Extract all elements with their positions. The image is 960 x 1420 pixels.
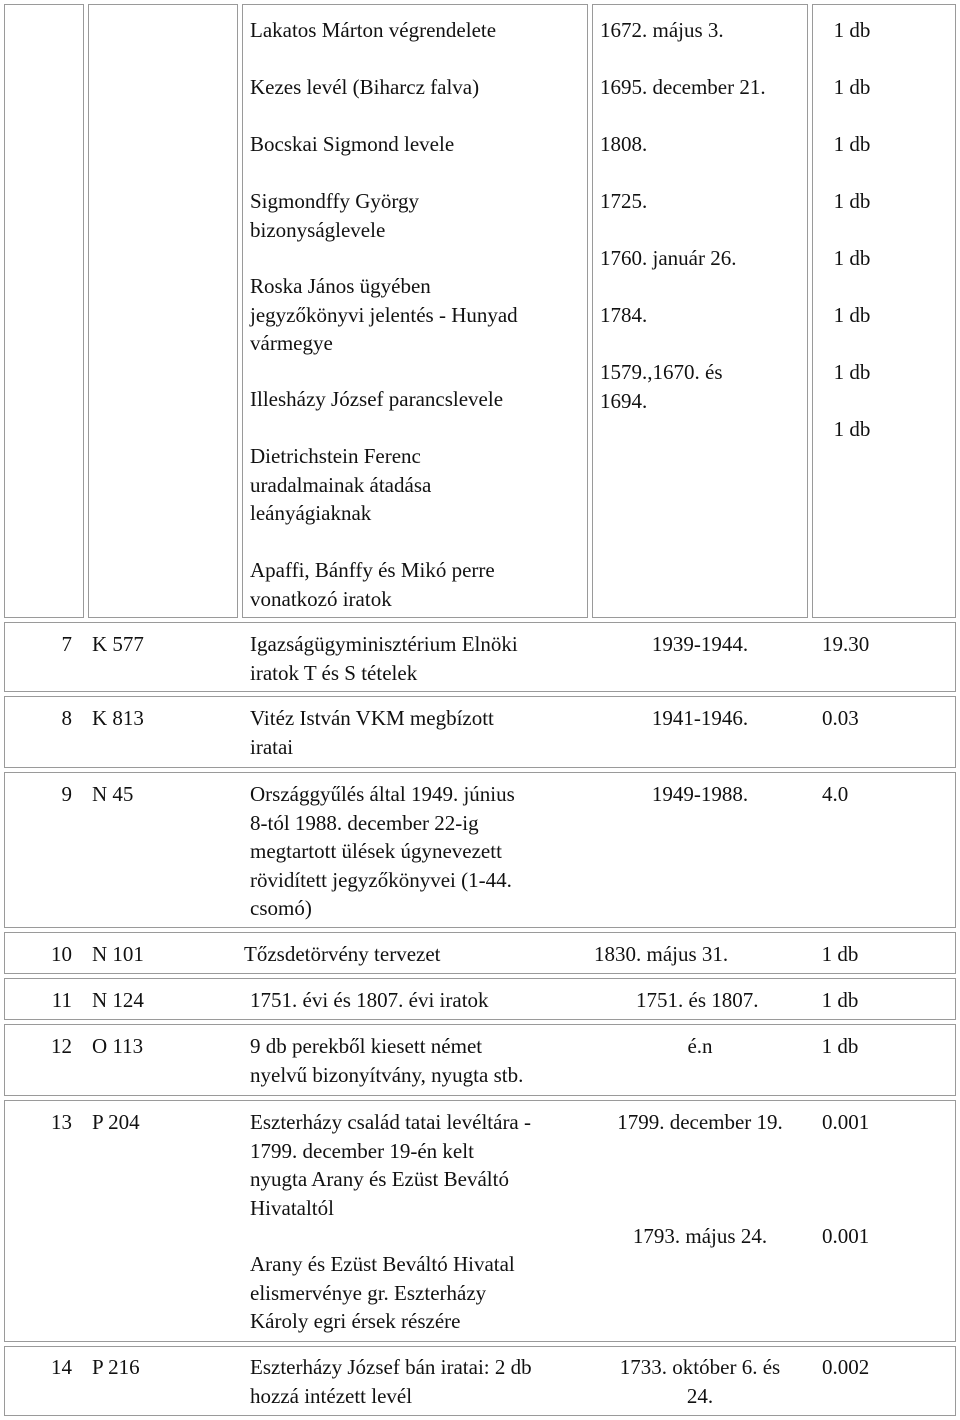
record-date: 1579.,1670. és 1694. [600,360,723,413]
record-title: Sigmondffy György bizonyságlevele [250,189,419,242]
row-date: 1799. december 19. [617,1110,783,1134]
row-title: Országgyűlés által 1949. június 8-tól 1988. december 22-ig megtartott ülések úgynevezett rövidített jegyzőkönyvei (1-44. csomó) [250,782,515,920]
row-title: Vitéz István VKM megbízott iratai [250,706,494,759]
row-amount: 0.002 [822,1355,870,1379]
record-quantity: 1 db [833,303,871,327]
row-title: Eszterházy József bán iratai: 2 db hozzá intézett levél [250,1355,532,1408]
row-code: N 101 [92,942,144,966]
row-code: K 577 [92,632,144,656]
record-quantity: 1 db [833,360,871,384]
top-num-cell [4,4,84,618]
row-date: 1941-1946. [651,706,749,730]
row-amount: 4.0 [822,782,849,806]
row-title: Tőzsdetörvény tervezet [244,942,441,966]
record-date: 1725. [600,189,648,213]
row-code: K 813 [92,706,144,730]
record-quantity: 1 db [833,132,871,156]
row-code: O 113 [92,1034,144,1058]
record-quantity: 1 db [833,417,871,441]
row-title: Igazságügyminisztérium Elnöki iratok T és S tételek [250,632,518,685]
row-number: 7 [61,632,72,656]
row-code: N 124 [92,988,144,1012]
row-number: 10 [51,942,72,966]
row-code: P 204 [92,1110,140,1134]
row-amount-secondary: 0.001 [822,1224,870,1248]
row-date: 1939-1944. [651,632,749,656]
top-code-cell [88,4,238,618]
row-number: 12 [51,1034,72,1058]
record-title: Lakatos Márton végrendelete [250,18,497,42]
record-title: Illesházy József parancslevele [250,387,504,411]
record-quantity: 1 db [833,18,871,42]
record-date: 1695. december 21. [600,75,766,99]
row-date: 1830. május 31. [594,942,729,966]
row-amount: 0.03 [822,706,859,730]
row-amount: 1 db [821,942,859,966]
record-quantity: 1 db [833,246,871,270]
row-amount: 1 db [821,1034,859,1058]
record-quantity: 1 db [833,75,871,99]
row-amount: 1 db [821,988,859,1012]
row-title: Eszterházy család tatai levéltára - 1799. december 19-én kelt nyugta Arany és Ezüst Beváltó Hivataltól [250,1110,531,1220]
row-number: 11 [51,988,72,1012]
row-date: é.n [687,1034,713,1058]
row-code: N 45 [92,782,134,806]
row-title-secondary: Arany és Ezüst Beváltó Hivatal elismervénye gr. Eszterházy Károly egri érsek részére [250,1252,515,1333]
row-number: 8 [61,706,72,730]
row-date: 1733. október 6. és 24. [619,1355,781,1408]
record-title: Kezes levél (Biharcz falva) [250,75,480,99]
record-title: Apaffi, Bánffy és Mikó perre vonatkozó iratok [250,558,495,611]
row-title: 9 db perekből kiesett német nyelvű bizonyítvány, nyugta stb. [250,1034,524,1087]
record-date: 1760. január 26. [600,246,737,270]
record-date: 1808. [600,132,648,156]
record-quantity: 1 db [833,189,871,213]
row-code: P 216 [92,1355,140,1379]
row-amount: 0.001 [822,1110,870,1134]
row-date: 1751. és 1807. [636,988,759,1012]
record-title: Dietrichstein Ferenc uradalmainak átadása leányágiaknak [250,444,432,525]
row-date-secondary: 1793. május 24. [632,1224,768,1248]
record-title: Bocskai Sigmond levele [250,132,455,156]
row-number: 9 [61,782,72,806]
row-number: 13 [51,1110,72,1134]
row-number: 14 [51,1355,72,1379]
row-title: 1751. évi és 1807. évi iratok [250,988,489,1012]
row-date: 1949-1988. [651,782,749,806]
record-date: 1672. május 3. [600,18,724,42]
row-amount: 19.30 [822,632,870,656]
record-title: Roska János ügyében jegyzőkönyvi jelentés - Hunyad vármegye [250,274,518,355]
record-date: 1784. [600,303,648,327]
